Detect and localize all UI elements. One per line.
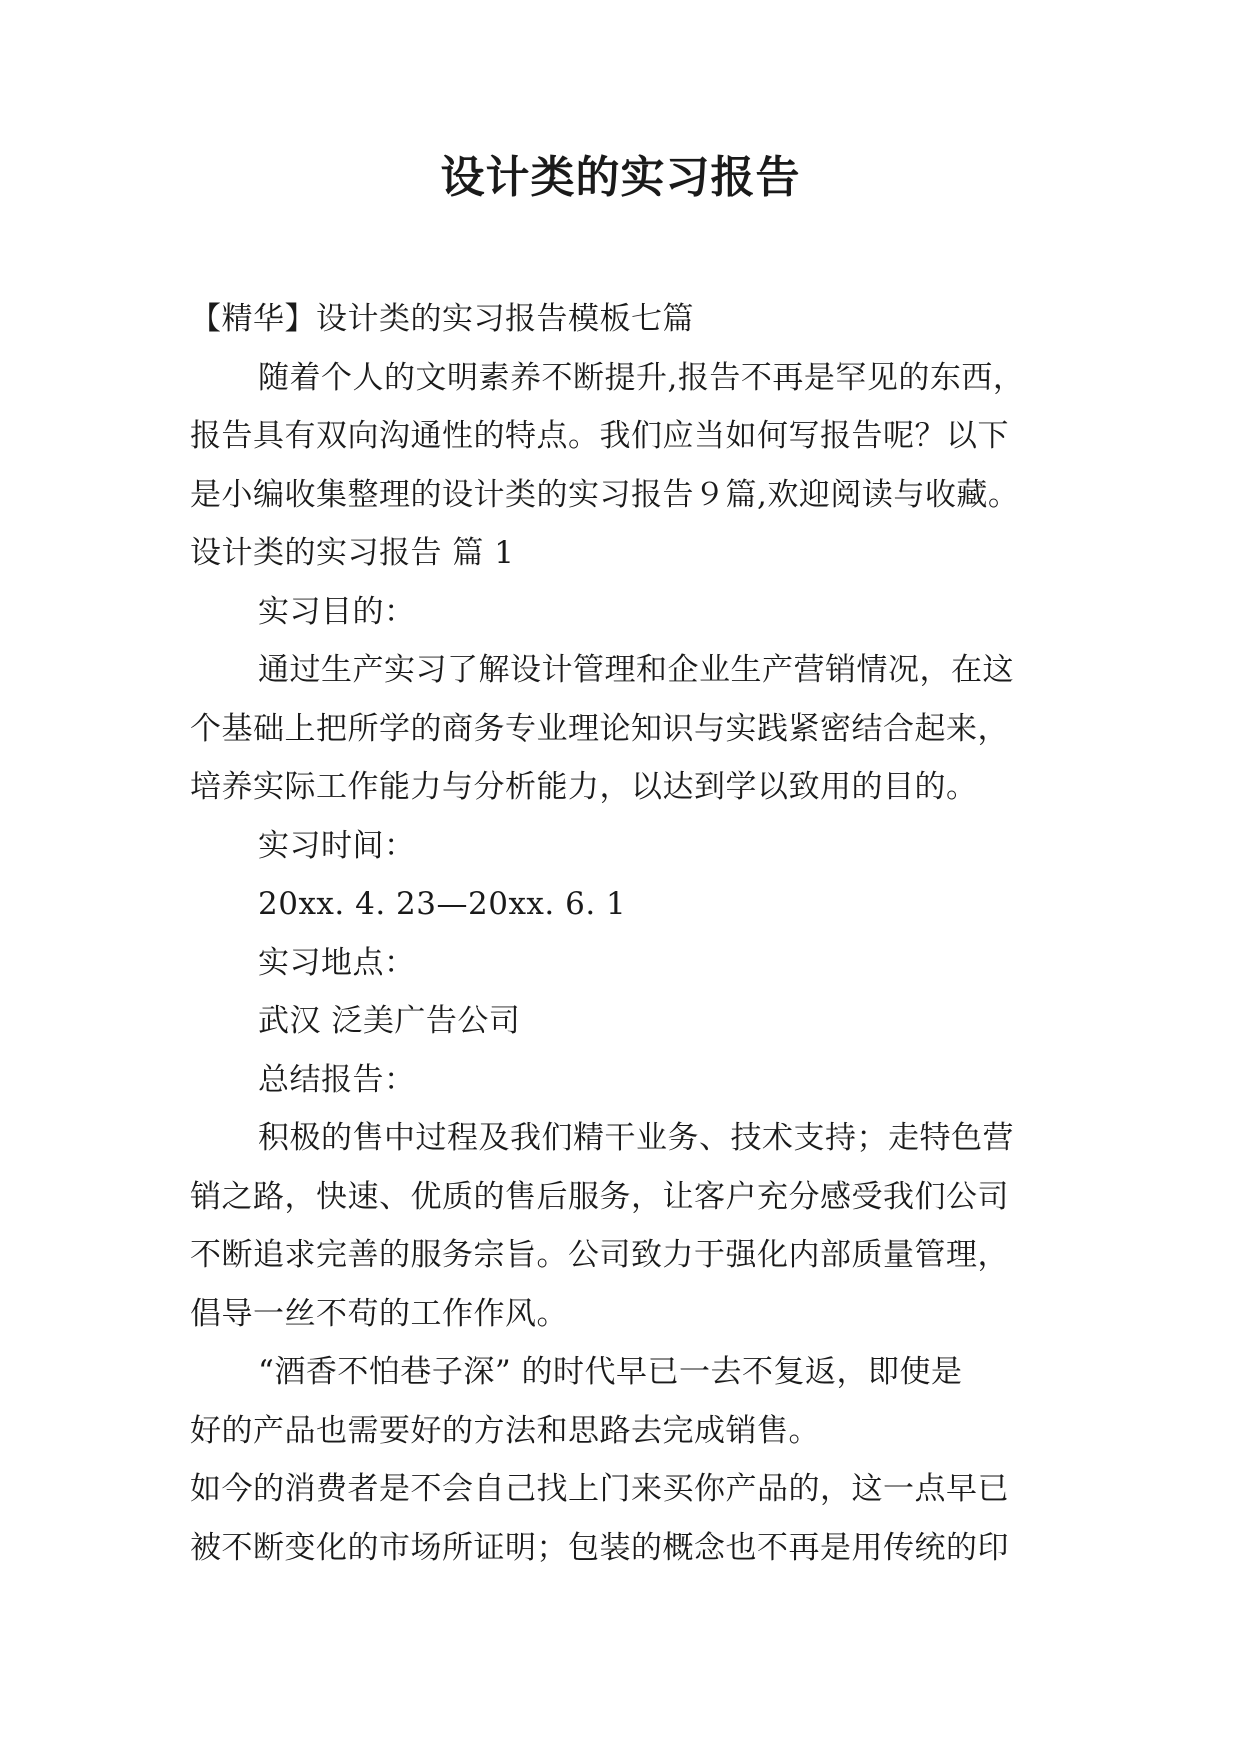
paragraph-line: 如今的消费者是不会自己找上门来买你产品的，这一点早已 (190, 1471, 1009, 1507)
paragraph-line: 实习时间： (258, 827, 416, 864)
paragraph-line: 不断追求完善的服务宗旨。公司致力于强化内部质量管理， (190, 1237, 1009, 1273)
paragraph-line: 个基础上把所学的商务专业理论知识与实践紧密结合起来， (190, 710, 1009, 747)
paragraph-line: 销之路，快速、优质的售后服务，让客户充分感受我们公司 (190, 1178, 1009, 1215)
paragraph-line: 积极的售中过程及我们精干业务、技术支持；走特色营 (258, 1120, 1014, 1156)
document-title: 设计类的实习报告 (440, 152, 801, 203)
section-heading: 设计类的实习报告 篇 1 (190, 535, 515, 571)
paragraph-line: 被不断变化的市场所证明；包装的概念也不再是用传统的印 (190, 1529, 1009, 1566)
paragraph-line: 随着个人的文明素养不断提升,报告不再是罕见的东西， (258, 359, 1025, 396)
paragraph-line: 实习地点： (258, 944, 416, 981)
document-body (190, 290, 1060, 1577)
paragraph-line: 武汉 泛美广告公司 (258, 1003, 521, 1039)
paragraph-line: 好的产品也需要好的方法和思路去完成销售。 (190, 1412, 820, 1449)
paragraph-line: 20xx. 4. 23—20xx. 6. 1 (258, 886, 627, 922)
paragraph-line: 总结报告： (258, 1061, 416, 1098)
subtitle-line: 【精华】设计类的实习报告模板七篇 (190, 301, 694, 337)
paragraph-line: 倡导一丝不苟的工作作风。 (190, 1295, 568, 1332)
paragraph-line: “酒香不怕巷子深” 的时代早已一去不复返，即使是 (258, 1354, 963, 1390)
paragraph-line: 通过生产实习了解设计管理和企业生产营销情况，在这 (258, 652, 1014, 688)
paragraph-line: 报告具有双向沟通性的特点。我们应当如何写报告呢？以下 (190, 418, 1009, 454)
paragraph-line: 培养实际工作能力与分析能力，以达到学以致用的目的。 (190, 769, 978, 805)
paragraph-line: 是小编收集整理的设计类的实习报告９篇,欢迎阅读与收藏。 (190, 476, 1020, 513)
paragraph-line: 实习目的： (258, 593, 416, 630)
